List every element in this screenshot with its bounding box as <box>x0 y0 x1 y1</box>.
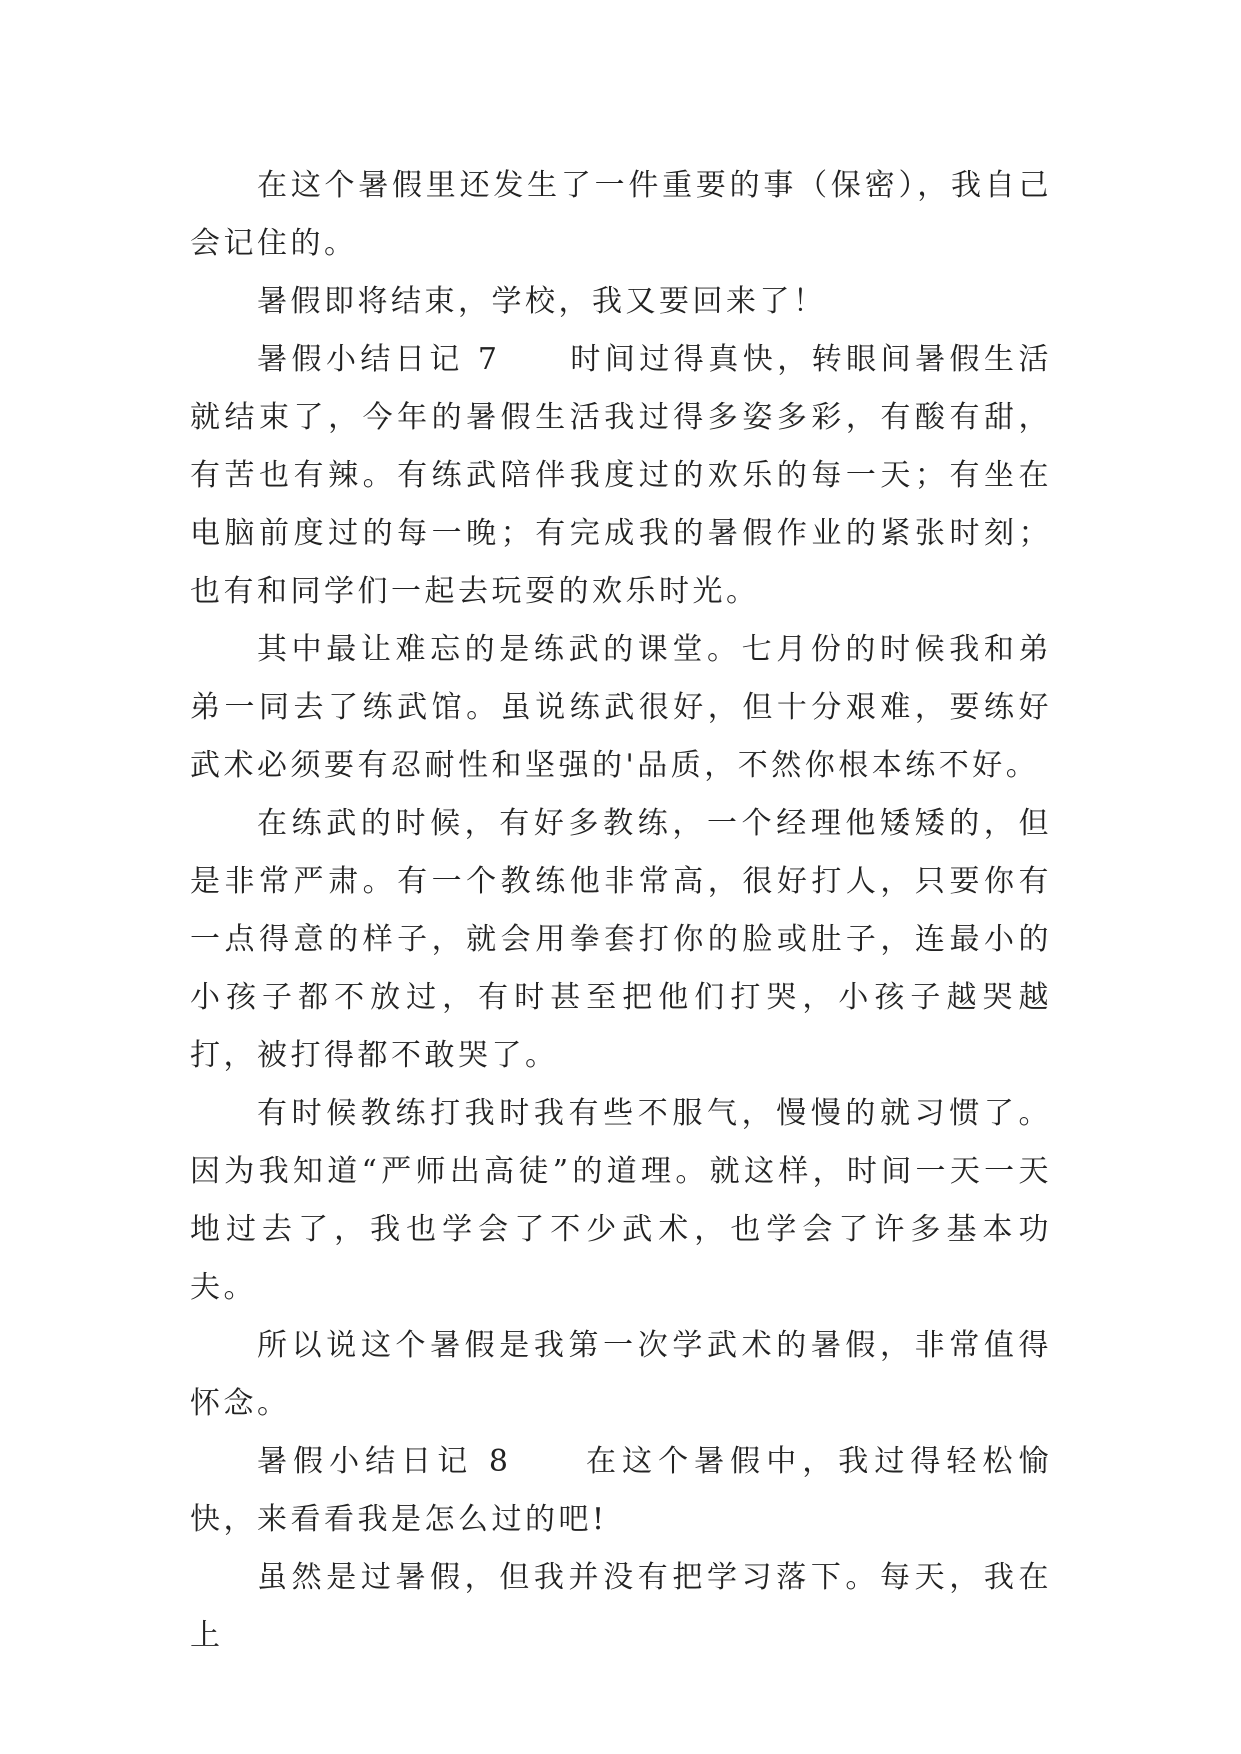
paragraph: 在练武的时候，有好多教练，一个经理他矮矮的，但是非常严肃。有一个教练他非常高，很好打人，只要你有一点得意的样子，就会用拳套打你的脸或肚子，连最小的小孩子都不放过，有时甚至把他们打哭，小孩子越哭越打，被打得都不敢哭了。 <box>190 806 1052 1073</box>
paragraph: 虽然是过暑假，但我并没有把学习落下。每天，我在上 <box>190 1560 1052 1653</box>
paragraph: 暑假即将结束，学校，我又要回来了！ <box>257 284 827 319</box>
paragraph: 暑假小结日记 8 在这个暑假中，我过得轻松愉快，来看看我是怎么过的吧! <box>190 1444 1052 1537</box>
paragraph: 所以说这个暑假是我第一次学武术的暑假，非常值得怀念。 <box>190 1328 1052 1421</box>
paragraph: 暑假小结日记 7 时间过得真快，转眼间暑假生活就结束了，今年的暑假生活我过得多姿多彩，有酸有甜，有苦也有辣。有练武陪伴我度过的欢乐的每一天；有坐在电脑前度过的每一晚；有完成我的暑假作业的紧张时刻；也有和同学们一起去玩耍的欢乐时光。 <box>190 342 1052 609</box>
paragraph: 其中最让难忘的是练武的课堂。七月份的时候我和弟弟一同去了练武馆。虽说练武很好，但十分艰难，要练好武术必须要有忍耐性和坚强的'品质，不然你根本练不好。 <box>190 632 1052 783</box>
paragraph: 有时候教练打我时我有些不服气，慢慢的就习惯了。因为我知道“严师出高徒”的道理。就这样，时间一天一天地过去了，我也学会了不少武术，也学会了许多基本功夫。 <box>190 1096 1052 1305</box>
paragraph: 在这个暑假里还发生了一件重要的事（保密），我自己会记住的。 <box>190 168 1052 261</box>
document-body <box>190 157 1052 1665</box>
